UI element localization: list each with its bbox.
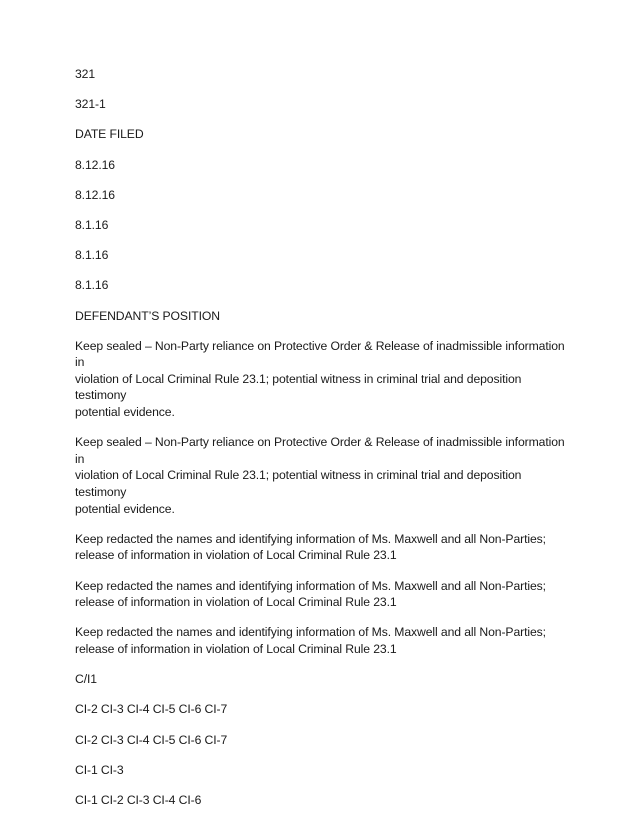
date-entry: 8.12.16 [75,187,115,202]
position-paragraph: Keep sealed – Non-Party reliance on Protective Order & Release of inadmissible information in violation of Local Criminal Rule 23.1; potential witness in criminal trial and deposition testimony potential evidence. [75,435,565,516]
ci-list: CI-2 CI-3 CI-4 CI-5 CI-6 CI-7 [75,702,228,717]
date-filed-heading: DATE FILED [75,127,144,142]
position-paragraph: Keep redacted the names and identifying information of Ms. Maxwell and all Non-Parties; release of information in violation of Local Criminal Rule 23.1 [75,531,546,563]
ci-list: CI-2 CI-3 CI-4 CI-5 CI-6 CI-7 [75,732,228,747]
ci-list: CI-1 CI-2 CI-3 CI-4 CI-6 [75,792,202,807]
ci-list: CI-1 CI-3 [75,762,124,777]
date-entry: 8.12.16 [75,157,115,172]
docket-sub-number: 321-1 [75,97,106,112]
defendants-position-heading: DEFENDANT’S POSITION [75,308,220,323]
document-body [75,66,575,822]
position-paragraph: Keep redacted the names and identifying information of Ms. Maxwell and all Non-Parties; release of information in violation of Local Criminal Rule 23.1 [75,578,546,610]
docket-number: 321 [75,67,96,81]
date-entry: 8.1.16 [75,278,109,293]
date-entry: 8.1.16 [75,217,109,232]
ci-heading: C/I1 [75,672,97,687]
position-paragraph: Keep redacted the names and identifying information of Ms. Maxwell and all Non-Parties; release of information in violation of Local Criminal Rule 23.1 [75,625,546,656]
position-paragraph: Keep sealed – Non-Party reliance on Protective Order & Release of inadmissible information in violation of Local Criminal Rule 23.1; potential witness in criminal trial and deposition testimony potential evidence. [75,338,565,420]
date-entry: 8.1.16 [75,248,109,263]
